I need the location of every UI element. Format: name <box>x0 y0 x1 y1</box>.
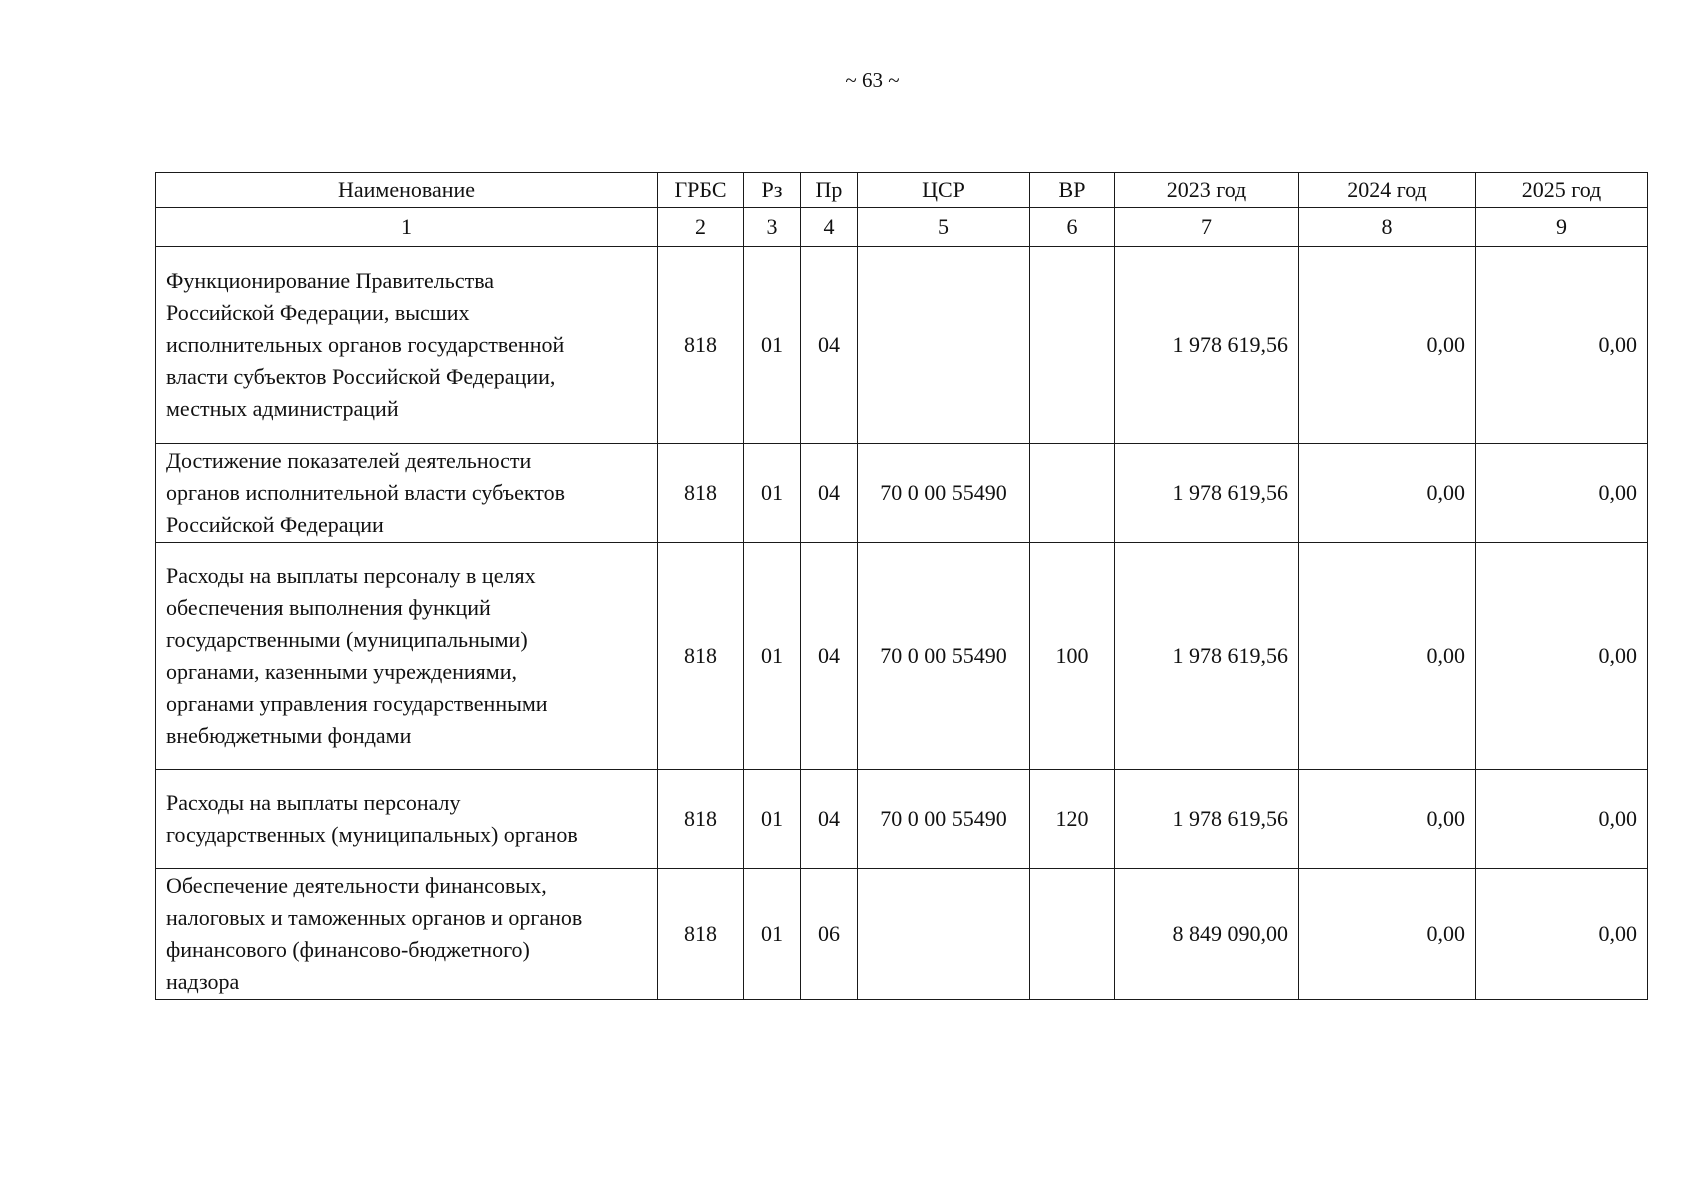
column-number: 5 <box>858 208 1030 247</box>
header-rz: Рз <box>744 173 801 208</box>
row-name-line: исполнительных органов государственной <box>166 332 565 357</box>
header-vr: ВР <box>1030 173 1115 208</box>
grbs-cell: 818 <box>658 543 744 770</box>
table-row <box>156 543 1648 770</box>
column-number: 7 <box>1115 208 1299 247</box>
header-2024: 2024 год <box>1299 173 1476 208</box>
amount-2025-cell: 0,00 <box>1476 444 1648 543</box>
table-row <box>156 444 1648 543</box>
amount-2025-cell: 0,00 <box>1476 770 1648 869</box>
csr-cell: 70 0 00 55490 <box>858 543 1030 770</box>
row-name-line: органов исполнительной власти субъектов <box>166 480 566 505</box>
row-name-line: внебюджетными фондами <box>166 723 412 748</box>
row-name-line: Расходы на выплаты персоналу <box>166 790 461 815</box>
row-name-line: Расходы на выплаты персоналу в целях <box>166 563 536 588</box>
page-number: ~ 63 ~ <box>845 68 900 92</box>
pr-cell: 04 <box>801 543 858 770</box>
table-row <box>156 869 1648 1000</box>
column-number: 8 <box>1299 208 1476 247</box>
grbs-cell: 818 <box>658 869 744 1000</box>
amount-2024-cell: 0,00 <box>1299 770 1476 869</box>
column-number-row <box>156 208 1648 247</box>
row-name-line: Функционирование Правительства <box>166 268 495 293</box>
amount-2024-cell: 0,00 <box>1299 543 1476 770</box>
csr-cell: 70 0 00 55490 <box>858 444 1030 543</box>
row-name-line: Российской Федерации, высших <box>166 300 470 325</box>
rz-cell: 01 <box>744 869 801 1000</box>
header-2025: 2025 год <box>1476 173 1648 208</box>
header-csr: ЦСР <box>858 173 1030 208</box>
csr-cell <box>858 869 1030 1000</box>
header-name: Наименование <box>156 173 658 208</box>
row-name-line: власти субъектов Российской Федерации, <box>166 364 556 389</box>
header-grbs: ГРБС <box>658 173 744 208</box>
row-name-line: налоговых и таможенных органов и органов <box>166 905 583 930</box>
grbs-cell: 818 <box>658 770 744 869</box>
vr-cell <box>1030 247 1115 444</box>
table-row <box>156 247 1648 444</box>
amount-2023-cell: 1 978 619,56 <box>1115 770 1299 869</box>
amount-2023-cell: 1 978 619,56 <box>1115 247 1299 444</box>
row-name-line: обеспечения выполнения функций <box>166 595 491 620</box>
row-name-line: Российской Федерации <box>166 512 384 537</box>
vr-cell <box>1030 444 1115 543</box>
row-name-line: местных администраций <box>166 396 399 421</box>
table-header-row <box>156 173 1648 208</box>
header-pr: Пр <box>801 173 858 208</box>
amount-2025-cell: 0,00 <box>1476 543 1648 770</box>
row-name-cell <box>156 444 658 543</box>
row-name-line: финансового (финансово-бюджетного) <box>166 937 530 962</box>
row-name-line: Обеспечение деятельности финансовых, <box>166 873 547 898</box>
row-name-line: надзора <box>166 969 240 994</box>
row-name-line: государственными (муниципальными) <box>166 627 528 652</box>
column-number: 1 <box>156 208 658 247</box>
header-2023: 2023 год <box>1115 173 1299 208</box>
vr-cell: 100 <box>1030 543 1115 770</box>
csr-cell <box>858 247 1030 444</box>
amount-2024-cell: 0,00 <box>1299 444 1476 543</box>
amount-2023-cell: 1 978 619,56 <box>1115 444 1299 543</box>
amount-2023-cell: 8 849 090,00 <box>1115 869 1299 1000</box>
row-name-cell <box>156 247 658 444</box>
amount-2025-cell: 0,00 <box>1476 869 1648 1000</box>
grbs-cell: 818 <box>658 444 744 543</box>
rz-cell: 01 <box>744 770 801 869</box>
csr-cell: 70 0 00 55490 <box>858 770 1030 869</box>
pr-cell: 06 <box>801 869 858 1000</box>
column-number: 4 <box>801 208 858 247</box>
pr-cell: 04 <box>801 770 858 869</box>
budget-table <box>155 172 1648 1000</box>
row-name-line: органами управления государственными <box>166 691 548 716</box>
amount-2024-cell: 0,00 <box>1299 247 1476 444</box>
table-row <box>156 770 1648 869</box>
vr-cell: 120 <box>1030 770 1115 869</box>
row-name-line: органами, казенными учреждениями, <box>166 659 517 684</box>
amount-2025-cell: 0,00 <box>1476 247 1648 444</box>
column-number: 3 <box>744 208 801 247</box>
amount-2023-cell: 1 978 619,56 <box>1115 543 1299 770</box>
column-number: 2 <box>658 208 744 247</box>
row-name-cell <box>156 770 658 869</box>
rz-cell: 01 <box>744 543 801 770</box>
row-name-line: государственных (муниципальных) органов <box>166 822 578 847</box>
column-number: 6 <box>1030 208 1115 247</box>
pr-cell: 04 <box>801 444 858 543</box>
rz-cell: 01 <box>744 247 801 444</box>
row-name-line: Достижение показателей деятельности <box>166 448 532 473</box>
amount-2024-cell: 0,00 <box>1299 869 1476 1000</box>
row-name-cell <box>156 869 658 1000</box>
row-name-cell <box>156 543 658 770</box>
pr-cell: 04 <box>801 247 858 444</box>
rz-cell: 01 <box>744 444 801 543</box>
vr-cell <box>1030 869 1115 1000</box>
grbs-cell: 818 <box>658 247 744 444</box>
column-number: 9 <box>1476 208 1648 247</box>
